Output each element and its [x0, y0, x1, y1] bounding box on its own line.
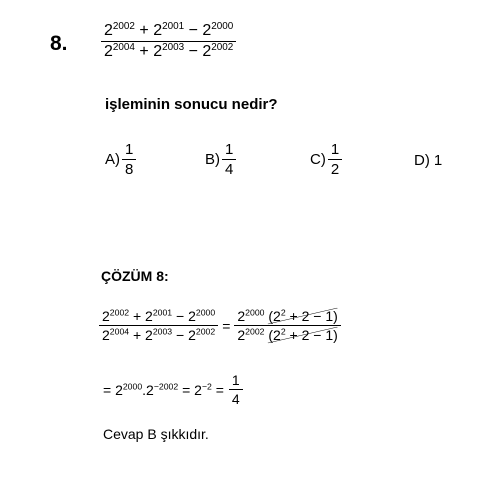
step1-rhs-numerator: $2^{2000}$ $(2^2 + 2 - 1)$ [237, 307, 338, 324]
option-c-label: C) [310, 151, 326, 168]
solution-step-2 [103, 372, 243, 407]
option-b-numerator: 1 [225, 141, 234, 158]
strike-line [268, 308, 337, 324]
denominator-exponent: 2004 [112, 41, 135, 53]
cancelled-factor: $(2^2 + 2 - 1)$ [268, 326, 338, 343]
numerator-power-term: $2^{2000}$ [202, 20, 234, 39]
final-denominator: 4 [229, 389, 243, 407]
denominator-power-term: $2^{2004}$ [104, 41, 135, 60]
option-d-label: D) [414, 152, 430, 169]
option-d[interactable] [414, 152, 442, 169]
option-c-denominator: 2 [328, 159, 342, 178]
numerator-exponent: 2001 [162, 20, 185, 32]
numerator-exponent: 2002 [112, 20, 135, 32]
step1-rhs-denominator: $2^{2002}$ $(2^2 + 2 - 1)$ [234, 325, 340, 343]
answer-text: Cevap B şıkkıdır. [103, 426, 209, 442]
strike-line [268, 327, 337, 343]
option-b-label: B) [205, 151, 220, 168]
numerator-power-term: $2^{2002}$ [104, 20, 135, 39]
equals-sign: = [222, 317, 231, 334]
question-expression [101, 22, 236, 61]
numerator-power-term: $2^{2001}$ [153, 20, 185, 39]
step1-lhs-numerator: $2^{2002} + 2^{2001} - 2^{2000}$ [102, 307, 216, 324]
solution-title: ÇÖZÜM 8: [101, 268, 169, 284]
step2-expression: = $2^{2000}.2^{-2002} = 2^{-2}$ = [103, 381, 224, 398]
option-a-numerator: 1 [125, 141, 134, 158]
expression-numerator [101, 22, 236, 41]
denominator-exponent: 2003 [162, 41, 185, 53]
option-a-denominator: 8 [122, 159, 136, 178]
question-number: 8. [50, 32, 68, 55]
numerator-operator: + [134, 22, 154, 39]
cancelled-factor: $(2^2 + 2 - 1)$ [268, 307, 338, 324]
step1-lhs-denominator: $2^{2004} + 2^{2003} - 2^{2002}$ [99, 325, 218, 343]
denominator-power-term: $2^{2003}$ [153, 41, 185, 60]
solution-step-1 [99, 308, 341, 343]
question-prompt: işleminin sonucu nedir? [105, 96, 278, 113]
denominator-operator: + [134, 43, 154, 60]
option-c-numerator: 1 [330, 141, 340, 158]
option-b-denominator: 4 [222, 159, 236, 178]
denominator-operator: − [184, 43, 203, 60]
numerator-operator: − [184, 22, 203, 39]
option-d-value: 1 [433, 152, 443, 169]
denominator-exponent: 2002 [211, 41, 234, 53]
final-numerator: 1 [231, 372, 240, 388]
option-b[interactable] [205, 141, 236, 178]
denominator-power-term: $2^{2002}$ [202, 41, 234, 60]
expression-denominator [101, 41, 236, 61]
option-c[interactable] [310, 141, 342, 178]
option-a-label: A) [105, 151, 120, 168]
option-a[interactable] [105, 141, 136, 178]
numerator-exponent: 2000 [211, 20, 234, 32]
